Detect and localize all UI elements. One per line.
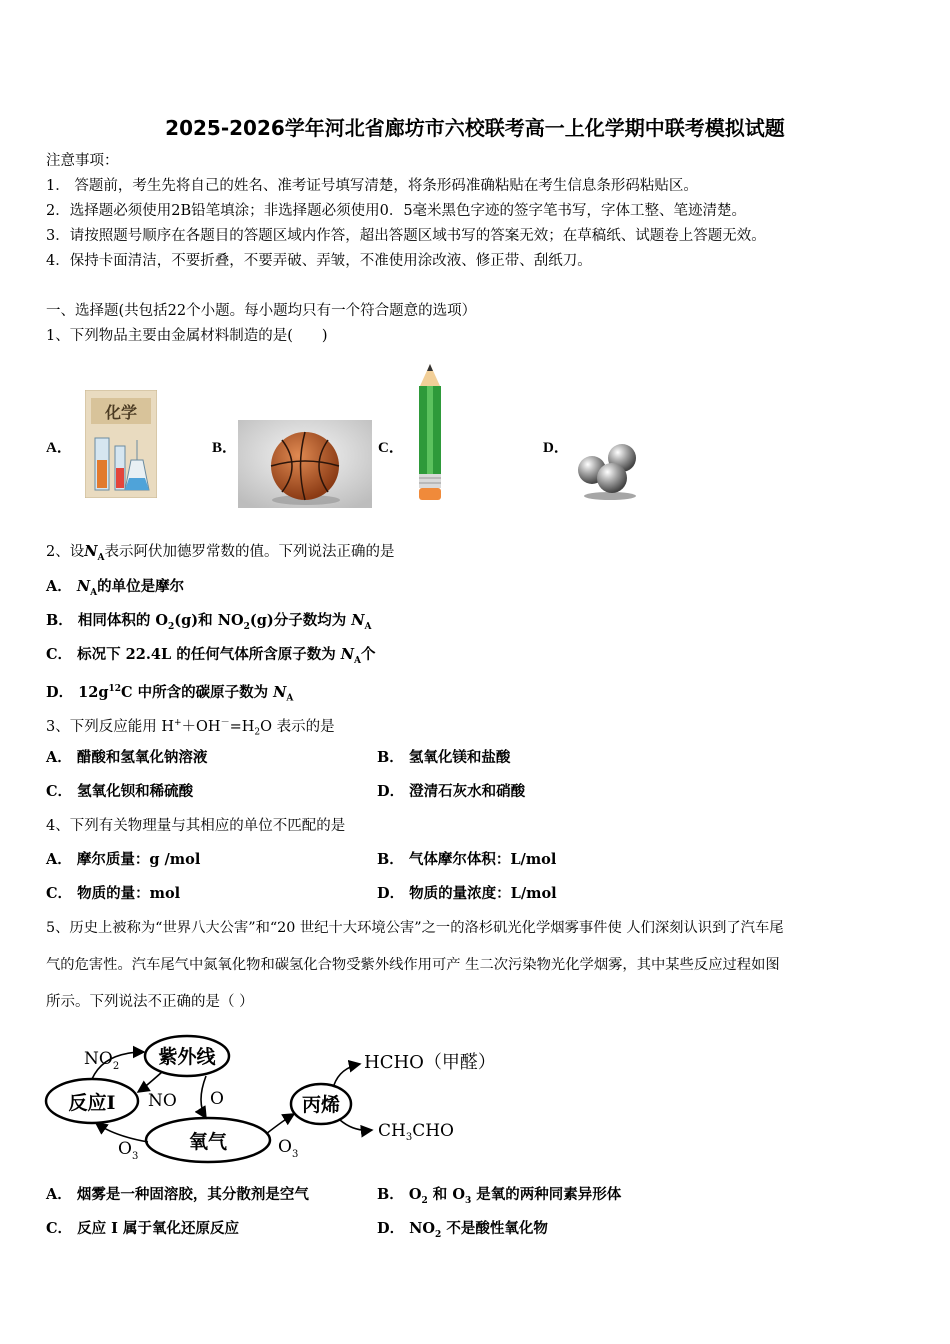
o3-left-text: O	[118, 1139, 132, 1159]
q5-option-c	[46, 1219, 239, 1239]
q1-option-b-label: B．	[212, 440, 238, 456]
o3-label-right	[278, 1137, 298, 1160]
q2-d-na-sub: A	[286, 693, 294, 704]
q3-stem-mid: ＋OH	[181, 718, 221, 735]
section-heading: 一、选择题(共包括22个小题。每小题均只有一个符合题意的选项）	[46, 303, 477, 319]
q2-d-text2: C 中所含的碳原子数为	[121, 683, 269, 701]
q3-stem-mid2: =H	[229, 718, 255, 735]
q4-b-text: 气体摩尔体积：L/mol	[408, 851, 557, 868]
ch3cho-a: CH	[378, 1121, 406, 1141]
ch3cho-b: CHO	[412, 1121, 454, 1141]
q3-option-d	[377, 782, 525, 802]
q5-stem-line1: 5、历史上被称为“世界八大公害”和“20 世纪十大环境公害”之一的洛杉矶光化学烟雾事件使 人们深刻认识到了汽车尾	[46, 920, 784, 936]
o3-left-sub: 3	[131, 1151, 139, 1162]
q3-a-label: A．	[46, 749, 72, 766]
q2-a-text: 的单位是摩尔	[97, 578, 185, 595]
q4-d-label: D．	[377, 885, 405, 902]
q5-d-text1: NO	[409, 1220, 436, 1237]
q2-na-symbol: N	[84, 543, 98, 560]
q5-b-sub1: 2	[421, 1195, 428, 1206]
reaction-diagram-svg	[44, 1030, 514, 1166]
q4-c-label: C．	[46, 885, 73, 902]
q5-b-label: B．	[377, 1186, 404, 1203]
q5-option-d	[377, 1219, 548, 1245]
q5-d-label: D．	[377, 1220, 405, 1237]
arrow-propene-to-ch3cho	[340, 1120, 372, 1130]
notice-heading: 注意事项：	[46, 153, 119, 169]
basketball-image[interactable]	[238, 420, 372, 508]
q3-c-text: 氢氧化钡和稀硫酸	[77, 783, 194, 800]
q3-d-label: D．	[377, 783, 405, 800]
q5-a-text: 烟雾是一种固溶胶，其分散剂是空气	[76, 1186, 309, 1203]
pencil-illustration	[410, 362, 450, 504]
q4-option-b	[377, 850, 556, 870]
q3-sup1: +	[173, 718, 182, 728]
q2-d-sup: 12	[108, 684, 121, 694]
q5-d-sub: 2	[435, 1229, 442, 1240]
q3-sub: 2	[254, 727, 261, 738]
q2-b-text2: (g)和 NO	[174, 612, 244, 629]
q1-stem: 1、下列物品主要由金属材料制造的是( )	[46, 328, 328, 344]
q2-c-text: 标况下 22.4L 的任何气体所含原子数为	[77, 646, 336, 663]
arrow-uv-to-reaction	[138, 1072, 162, 1092]
q5-b-text2: 和 O	[427, 1186, 465, 1203]
q5-c-label: C．	[46, 1220, 73, 1237]
q4-b-label: B．	[377, 851, 404, 868]
q2-c-na: N	[340, 646, 355, 663]
metal-balls-image[interactable]	[576, 440, 642, 502]
page-title: 2025-2026学年河北省廊坊市六校联考高一上化学期中联考模拟试题	[165, 116, 785, 140]
arrow-propene-to-hcho	[334, 1064, 360, 1085]
q5-a-label: A．	[46, 1186, 72, 1203]
q5-stem-line3: 所示。下列说法不正确的是（ ）	[46, 994, 254, 1010]
q1-option-c-label: C．	[378, 440, 404, 456]
arrow-uv-to-oxygen	[201, 1076, 206, 1118]
book-title-text: 化学	[104, 403, 138, 422]
q5-b-text3: 是氧的两种同素异形体	[471, 1186, 622, 1203]
q5-b-sub2: 3	[464, 1195, 472, 1206]
q2-option-d	[46, 679, 293, 709]
no2-text: NO	[84, 1049, 113, 1069]
q4-option-d	[377, 884, 557, 904]
q5-option-a	[46, 1185, 309, 1205]
q3-a-text: 醋酸和氢氧化钠溶液	[76, 749, 208, 766]
q2-a-na-sub: A	[90, 587, 98, 598]
oxygen-label: 氧气	[188, 1131, 228, 1153]
reaction-label: 反应I	[68, 1092, 116, 1114]
q1-option-a-label: A．	[46, 440, 72, 456]
notice-item-3: 3．请按照题号顺序在各题目的答题区域内作答，超出答题区域书写的答案无效；在草稿纸、试题卷上答题无效。	[46, 228, 766, 244]
q2-a-label: A．	[46, 578, 72, 595]
q2-stem-post: 表示阿伏加德罗常数的值。下列说法正确的是	[104, 544, 395, 560]
notice-item-4: 4．保持卡面清洁，不要折叠，不要弄破、弄皱，不准使用涂改液、修正带、刮纸刀。	[46, 253, 592, 269]
chemistry-book-image[interactable]	[85, 390, 157, 498]
q1-option-d-label: D．	[543, 440, 569, 456]
q2-b-na-sub: A	[364, 621, 372, 632]
q5-d-text2: 不是酸性氧化物	[441, 1220, 548, 1237]
arrow-oxygen-to-propene	[266, 1114, 294, 1134]
q2-option-b	[46, 611, 372, 637]
q2-b-label: B．	[46, 612, 73, 629]
q3-d-text: 澄清石灰水和硝酸	[409, 783, 526, 800]
hcho-label: HCHO（甲醛）	[364, 1052, 496, 1073]
propene-label: 丙烯	[301, 1094, 341, 1116]
q2-d-text1: 12g	[78, 683, 109, 701]
uv-label: 紫外线	[158, 1046, 216, 1068]
q3-option-c	[46, 782, 193, 802]
q3-c-label: C．	[46, 783, 73, 800]
q2-c-na-sub: A	[354, 655, 362, 666]
o3-right-sub: 3	[291, 1149, 299, 1160]
q2-na-sub: A	[97, 552, 105, 563]
q3-stem	[46, 713, 335, 743]
q3-option-b	[377, 748, 510, 768]
q3-stem-post: O 表示的是	[260, 718, 335, 735]
q5-c-text: 反应 I 属于氧化还原反应	[77, 1220, 239, 1237]
q4-option-c	[46, 884, 180, 904]
q3-option-a	[46, 748, 207, 768]
q4-stem: 4、下列有关物理量与其相应的单位不匹配的是	[46, 818, 346, 834]
no2-sub: 2	[112, 1061, 120, 1072]
q4-d-text: 物质的量浓度：L/mol	[409, 885, 557, 902]
no-label: NO	[148, 1091, 177, 1111]
book-illustration	[85, 390, 157, 498]
pencil-image[interactable]	[410, 362, 450, 504]
q3-stem-pre: 3、下列反应能用 H	[46, 718, 174, 735]
o-label: O	[210, 1089, 224, 1109]
q5-b-text1: O	[408, 1186, 422, 1203]
q2-b-sub1: 2	[168, 621, 175, 632]
q2-b-sub2: 2	[243, 621, 250, 632]
basketball-illustration	[238, 420, 372, 508]
q5-stem-line2: 气的危害性。汽车尾气中氮氧化物和碳氢化合物受紫外线作用可产 生二次污染物光化学烟雾，其中某些反应过程如图	[46, 957, 780, 973]
q2-b-text1: 相同体积的 O	[77, 612, 169, 629]
q2-c-post: 个	[361, 646, 376, 663]
q2-d-na: N	[273, 683, 287, 701]
q5-option-b	[377, 1185, 621, 1211]
q2-b-na: N	[351, 612, 365, 629]
q4-option-a	[46, 850, 200, 870]
q2-d-label: D．	[46, 683, 74, 701]
smog-reaction-diagram	[44, 1030, 514, 1166]
q4-c-text: 物质的量：mol	[77, 885, 181, 902]
o3-right-text: O	[278, 1137, 292, 1157]
notice-item-1: 1． 答题前，考生先将自己的姓名、准考证号填写清楚，将条形码准确粘贴在考生信息条形码粘贴区。	[46, 178, 698, 194]
q2-option-c	[46, 645, 376, 671]
no2-label	[84, 1049, 119, 1072]
metal-balls-illustration	[576, 440, 642, 502]
q3-b-label: B．	[377, 749, 404, 766]
notice-item-2: 2．选择题必须使用2B铅笔填涂；非选择题必须使用0．5毫米黑色字迹的签字笔书写，字体工整、笔迹清楚。	[46, 203, 747, 219]
q2-stem	[46, 542, 394, 568]
q2-stem-pre: 2、设	[46, 544, 85, 560]
ch3cho-sub: 3	[405, 1132, 413, 1143]
q4-a-label: A．	[46, 851, 72, 868]
q3-b-text: 氢氧化镁和盐酸	[408, 749, 511, 766]
q2-b-text3: (g)分子数均为	[249, 612, 347, 629]
ch3cho-label	[378, 1121, 454, 1143]
o3-label-left	[118, 1139, 138, 1162]
q2-c-label: C．	[46, 646, 73, 663]
q2-option-a	[46, 577, 184, 603]
q3-sup2: －	[220, 718, 230, 728]
q4-a-text: 摩尔质量：g /mol	[76, 851, 201, 868]
q2-a-na: N	[76, 578, 91, 595]
